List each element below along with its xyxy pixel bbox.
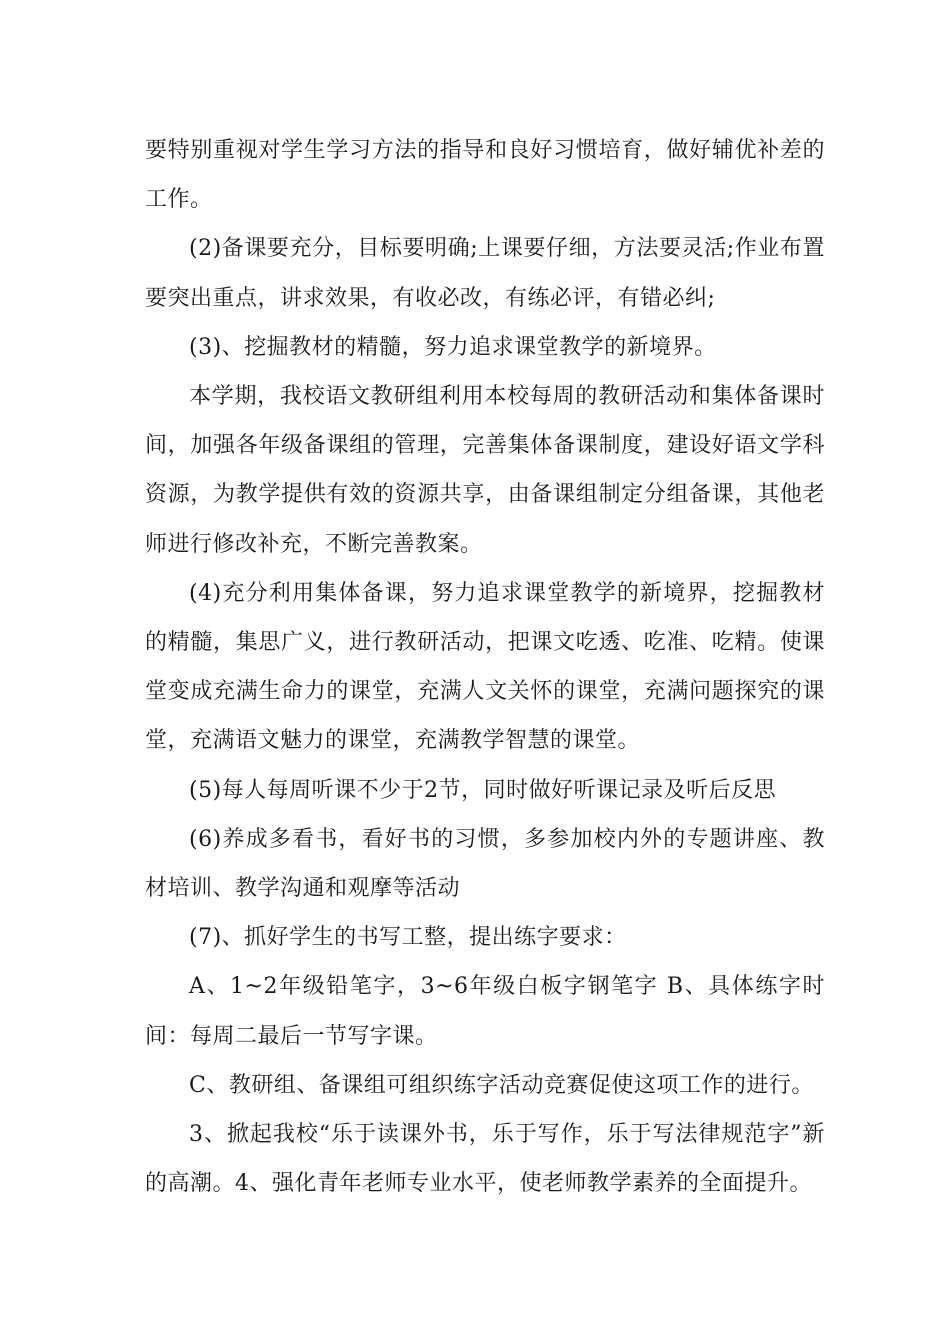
paragraph-1: 要特别重视对学生学习方法的指导和良好习惯培育，做好辅优补差的工作。 [145,138,825,213]
document-body [145,126,825,1208]
paragraph-3: (3)、挖掘教材的精髓，努力追求课堂教学的新境界。 [189,334,717,360]
paragraph-7: (6)养成多看书，看好书的习惯，多参加校内外的专题讲座、教材培训、教学沟通和观摩等活动 [145,826,825,902]
paragraph-6: (5)每人每周听课不少于2节，同时做好听课记录及听后反思 [189,777,777,803]
paragraph-10: C、教研组、备课组可组织练字活动竞赛促使这项工作的进行。 [189,1072,814,1098]
paragraph-4: 本学期，我校语文教研组利用本校每周的教研活动和集体备课时间，加强各年级备课组的管理，完善集体备课制度，建设好语文学科资源，为教学提供有效的资源共享，由备课组制定分组备课，其他老师进行修改补充，不断完善教案。 [145,384,825,557]
paragraph-5: (4)充分利用集体备课，努力追求课堂教学的新境界，挖掘教材的精髓，集思广义，进行教研活动，把课文吃透、吃准、吃精。使课堂变成充满生命力的课堂，充满人文关怀的课堂，充满问题探究的课堂，充满语文魅力的课堂，充满教学智慧的课堂。 [145,580,825,754]
paragraph-2: (2)备课要充分，目标要明确;上课要仔细，方法要灵活;作业布置要突出重点，讲求效果，有收必改，有练必评，有错必纠; [145,236,825,311]
paragraph-8: (7)、抓好学生的书写工整，提出练字要求： [189,925,627,951]
paragraph-9: A、1~2年级铅笔字，3~6年级白板字钢笔字 B、具体练字时间：每周二最后一节写字课。 [145,974,825,1049]
paragraph-11: 3、掀起我校“乐于读课外书，乐于写作，乐于写法律规范字”新的高潮。4、强化青年老师专业水平，使老师教学素养的全面提升。 [145,1122,825,1197]
